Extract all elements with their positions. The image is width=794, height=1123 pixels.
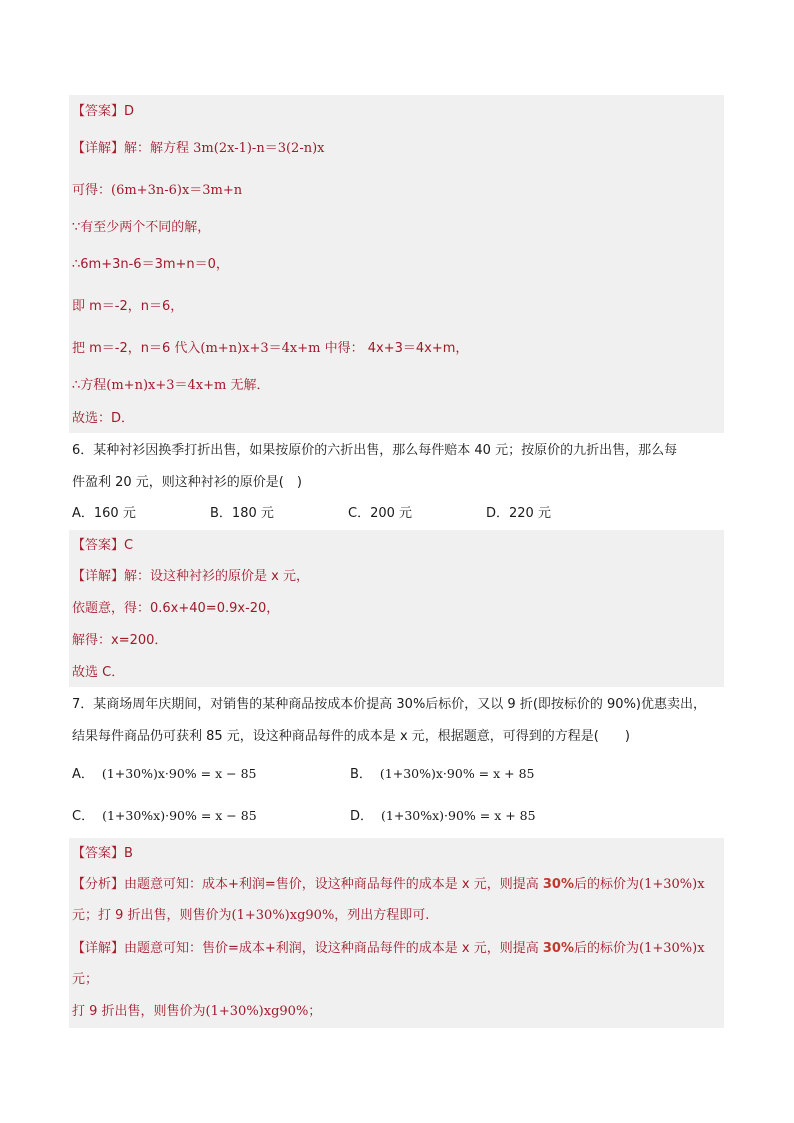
- q7-answer: 【答案】B: [72, 846, 133, 861]
- q5-detail-line-7: ∴方程(m+n)x+3＝4x+m 无解．: [72, 378, 270, 393]
- q7-analysis-line-2: 元；打 9 折出售，则售价为(1+30%)xg90%，列出方程即可.: [72, 908, 430, 923]
- q6-stem-line-2: 件盈利 20 元，则这种衬衫的原价是( ): [72, 475, 302, 490]
- q5-detail-line-5: 即 m＝-2，n＝6，: [72, 299, 184, 314]
- q6-detail-line-2: 依题意，得：0.6x+40=0.9x-20，: [72, 601, 280, 616]
- q5-detail-line-4: ∴6m+3n-6＝3m+n＝0，: [72, 257, 229, 272]
- q7-answer-block: [69, 838, 724, 1028]
- q5-detail-line-3: ∵有至少两个不同的解，: [72, 220, 211, 235]
- q7-stem-line-2: 结果每件商品仍可获利 85 元，设这种商品每件的成本是 x 元，根据题意，可得到的方程是( ): [72, 729, 630, 744]
- q6-option-c: C．200 元: [348, 506, 413, 521]
- q5-detail-line-8: 故选：D．: [72, 411, 135, 426]
- q6-detail-line-1: 【详解】解：设这种衬衫的原价是 x 元，: [72, 569, 309, 584]
- q5-detail-line-2: 可得：(6m+3n-6)x＝3m+n: [72, 183, 243, 198]
- q5-detail-line-1: 【详解】解：解方程 3m(2x-1)-n＝3(2-n)x: [72, 141, 325, 156]
- q6-option-a: A．160 元: [72, 506, 136, 521]
- q5-answer: 【答案】D: [72, 104, 135, 119]
- q7-detail-line-3: 打 9 折出售，则售价为(1+30%)xg90%；: [72, 1004, 322, 1019]
- q6-stem-line-1: 6．某种衬衫因换季打折出售，如果按原价的六折出售，那么每件赔本 40 元；按原价的九折出售，那么每: [72, 443, 678, 458]
- q7-option-b: B． (1+30%)x·90% = x + 85: [350, 766, 535, 782]
- q7-detail-line-2: 元；: [72, 972, 99, 987]
- q7-option-d: D． (1+30%x)·90% = x + 85: [350, 808, 536, 824]
- q6-option-d: D．220 元: [486, 506, 551, 521]
- q7-option-c: C． (1+30%x)·90% = x − 85: [72, 808, 257, 824]
- q7-option-a: A． (1+30%)x·90% = x − 85: [72, 766, 257, 782]
- q6-detail-line-3: 解得：x=200．: [72, 633, 168, 648]
- q6-answer: 【答案】C: [72, 538, 134, 553]
- q6-option-b: B．180 元: [210, 506, 274, 521]
- q5-detail-line-6: 把 m＝-2，n＝6 代入(m+n)x+3＝4x+m 中得： 4x+3＝4x+m，: [72, 341, 469, 356]
- q7-stem-line-1: 7．某商场周年庆期间，对销售的某种商品按成本价提高 30%后标价，又以 9 折(即按标价的 90%)优惠卖出，: [72, 697, 707, 712]
- q7-detail-line-1: 【详解】由题意可知：售价=成本+利润，设这种商品每件的成本是 x 元，则提高 30%后的标价为(1+30%)x: [72, 941, 705, 956]
- q7-analysis-line-1: 【分析】由题意可知：成本+利润=售价，设这种商品每件的成本是 x 元，则提高 30%后的标价为(1+30%)x: [72, 877, 705, 892]
- q6-detail-line-4: 故选 C．: [72, 665, 125, 680]
